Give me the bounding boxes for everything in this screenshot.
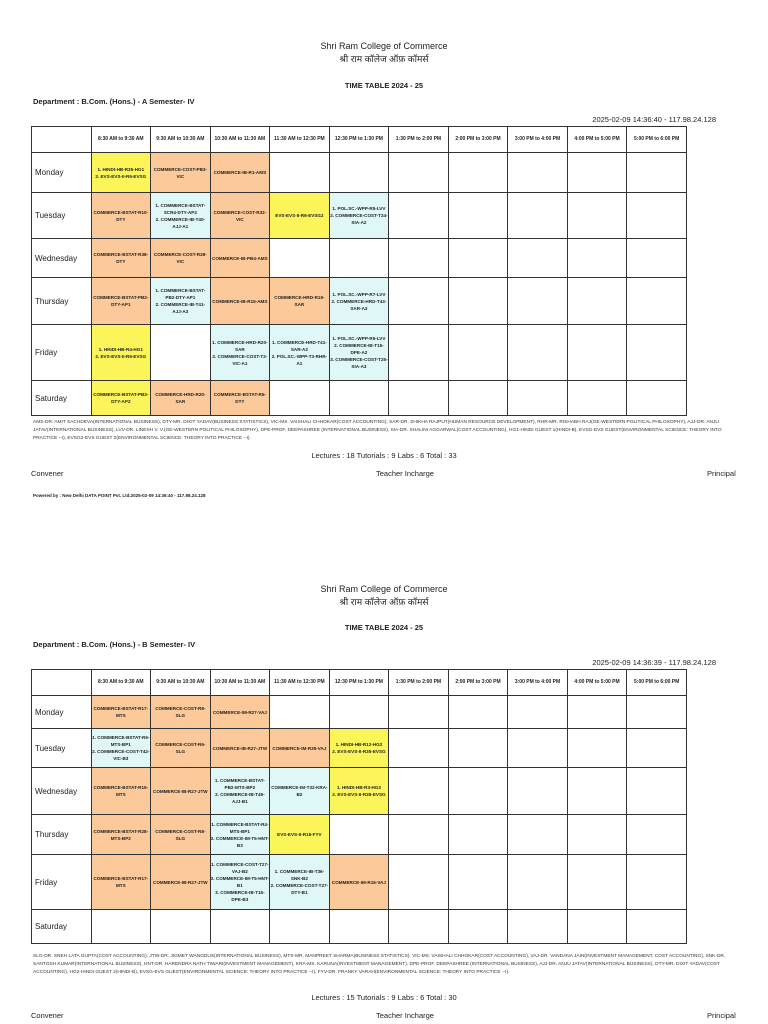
- class-entry: EVS-EVS-II-R16-FYV: [277, 832, 322, 837]
- class-entry: 1. POL.SC.-WPP-R5-LVV: [332, 336, 386, 341]
- timetable-title: TIME TABLE 2024 - 25: [344, 623, 424, 632]
- college-name-english: Shri Ram College of Commerce: [320, 41, 448, 51]
- time-slot-header: 9:30 AM to 10:30 AM: [151, 127, 211, 153]
- class-slot: [270, 855, 330, 910]
- class-slot: [151, 815, 211, 855]
- class-entry: COMMERCE-COST-PB3-VIC: [153, 166, 207, 179]
- class-slot: [567, 193, 627, 239]
- class-slot: [389, 729, 449, 768]
- class-entry: 1. HINDI-HB-R12-HG2: [335, 742, 383, 747]
- class-slot: [508, 910, 568, 944]
- class-slot: [151, 381, 211, 416]
- class-slot: [627, 855, 687, 910]
- class-entry: COMMERCE-HRD-R20-SAR: [155, 392, 206, 404]
- class-entry: COMMERCE-COST-R8-SLG: [155, 706, 206, 718]
- teacher-incharge-label: Teacher Incharge: [376, 469, 434, 478]
- table-row: [32, 193, 687, 239]
- class-entry: COMMERCE-COST-R28-VIC: [153, 252, 207, 264]
- class-slot: [270, 381, 330, 416]
- class-slot: [329, 696, 389, 729]
- class-slot: [508, 381, 568, 416]
- class-slot: [567, 278, 627, 325]
- class-slot: [567, 696, 627, 729]
- class-slot: [210, 239, 270, 278]
- class-entry: COMMERCE-IM-T32-KRA-B2: [271, 785, 328, 797]
- class-entry: 2. COMMERCE-COST-T42-VIC-B3: [92, 749, 150, 761]
- class-slot: [270, 910, 330, 944]
- class-slot: [210, 910, 270, 944]
- class-slot: [270, 153, 330, 193]
- class-entry: COMMERCE-IB-R27-JTW: [153, 788, 208, 794]
- department-label: Department : B.Com. (Hons.) - B Semester- IV: [33, 640, 196, 649]
- table-row: [32, 381, 687, 416]
- class-slot: [508, 193, 568, 239]
- class-slot: [151, 325, 211, 381]
- class-slot: [508, 153, 568, 193]
- class-slot: [448, 910, 508, 944]
- time-slot-header: 8:30 AM to 9:30 AM: [91, 127, 151, 153]
- class-slot: [91, 768, 151, 815]
- class-slot: [91, 729, 151, 768]
- college-name-english: Shri Ram College of Commerce: [320, 584, 448, 594]
- class-slot: [508, 855, 568, 910]
- class-slot: [567, 815, 627, 855]
- class-slot: [389, 193, 449, 239]
- class-entry: 2. COMMERCE-COST-T27-DTY-B1: [270, 883, 329, 895]
- class-entry: COMMERCE-BSTAT-R5-DTY: [213, 392, 266, 404]
- class-slot: [329, 729, 389, 768]
- table-row: [32, 153, 687, 193]
- time-slot-header: 4:00 PM to 5:00 PM: [567, 670, 627, 696]
- class-entry: COMMERCE-BSTAT-PB3-DTY-AP2: [93, 392, 149, 404]
- class-slot: [210, 729, 270, 768]
- class-slot: [270, 193, 330, 239]
- time-slot-header: 11:30 AM to 12:30 PM: [270, 670, 330, 696]
- class-entry: COMMERCE-BSTAT-R10-DTY: [93, 209, 149, 222]
- class-slot: [389, 768, 449, 815]
- day-label: Saturday: [32, 910, 92, 944]
- class-entry: 2. POL.SC.-WPP-T3-RHR-A1: [271, 353, 328, 366]
- table-row: [32, 910, 687, 944]
- class-slot: [508, 325, 568, 381]
- table-row: [32, 855, 687, 910]
- class-entry: COMMERCE-IM-R35-VAJ: [272, 745, 327, 751]
- day-label: Tuesday: [32, 193, 92, 239]
- class-slot: [389, 239, 449, 278]
- class-entry: 2. EVS-EVS-II-R35-EVSG: [332, 792, 386, 797]
- class-slot: [448, 729, 508, 768]
- class-slot: [91, 153, 151, 193]
- class-slot: [567, 855, 627, 910]
- class-slot: [389, 381, 449, 416]
- class-entry: COMMERCE-IB-R27-JTW: [153, 879, 208, 885]
- class-entry: 1. COMMERCE-BSTAT-SCR4-DTY-AP2: [155, 202, 206, 215]
- class-entry: COMMERCE-BSTAT-R38-DTY: [93, 252, 149, 264]
- time-slot-header: 1:30 PM to 2:00 PM: [389, 670, 449, 696]
- class-slot: [270, 696, 330, 729]
- class-slot: [567, 729, 627, 768]
- class-slot: [389, 696, 449, 729]
- class-slot: [627, 381, 687, 416]
- class-slot: [508, 768, 568, 815]
- college-name-hindi: श्री राम कॉलेज ऑफ़ कॉमर्स: [339, 597, 429, 607]
- class-slot: [389, 153, 449, 193]
- day-label: Wednesday: [32, 239, 92, 278]
- class-slot: [91, 855, 151, 910]
- class-slot: [567, 910, 627, 944]
- header-row: [32, 127, 687, 153]
- class-entry: 1. COMMERCE-COST-T27-VAJ-B2: [211, 862, 269, 874]
- class-entry: COMMERCE-BSTAT-R15-MTS: [93, 785, 149, 797]
- class-slot: [448, 696, 508, 729]
- class-slot: [151, 910, 211, 944]
- time-slot-header: 2:00 PM to 3:00 PM: [448, 670, 508, 696]
- table-row: [32, 729, 687, 768]
- principal-label: Principal: [707, 1011, 736, 1020]
- class-entry: COMMERCE-IB-R15-AMS: [212, 298, 268, 304]
- time-slot-header: 1:30 PM to 2:00 PM: [389, 127, 449, 153]
- class-slot: [627, 696, 687, 729]
- class-slot: [567, 325, 627, 381]
- class-slot: [270, 815, 330, 855]
- time-slot-header: 2:00 PM to 3:00 PM: [448, 127, 508, 153]
- class-slot: [210, 768, 270, 815]
- class-slot: [329, 193, 389, 239]
- class-slot: [329, 153, 389, 193]
- class-entry: 2. EVS-EVS-II-R6-EVSG: [95, 173, 147, 179]
- header-row: [32, 670, 687, 696]
- class-entry: 1. POL.SC.-WPP-R7-LVV: [332, 291, 386, 297]
- class-slot: [389, 855, 449, 910]
- class-slot: [448, 153, 508, 193]
- class-entry: 1. HINDI-HB-R35-HG1: [97, 166, 145, 172]
- class-entry: 1. COMMERCE-HRD-T41-SAR-A2: [271, 339, 327, 352]
- class-slot: [627, 278, 687, 325]
- class-entry: 2. COMMERCE-COST-T24-SIA-A2: [330, 213, 388, 225]
- timetable-grid: [31, 126, 687, 416]
- class-entry: COMMERCE-BSTAT-PB2-DTY-AP1: [93, 295, 149, 307]
- time-slot-header: 3:00 PM to 4:00 PM: [508, 127, 568, 153]
- class-entry: COMMERCE-COST-R8-SLG: [155, 828, 206, 841]
- class-slot: [151, 153, 211, 193]
- class-slot: [91, 815, 151, 855]
- class-entry: COMMERCE-IB-R1-AMS: [213, 170, 267, 175]
- class-entry: 2. EVS-EVS-II-R6-EVSG: [95, 353, 147, 359]
- day-label: Friday: [32, 325, 92, 381]
- class-slot: [567, 768, 627, 815]
- class-slot: [627, 815, 687, 855]
- class-slot: [151, 278, 211, 325]
- class-slot: [329, 910, 389, 944]
- class-slot: [508, 729, 568, 768]
- class-slot: [91, 910, 151, 944]
- class-slot: [270, 325, 330, 381]
- class-entry: COMMERCE-IM-R16-VAJ: [331, 879, 386, 885]
- class-entry: COMMERCE-COST-R32-VIC: [213, 209, 267, 222]
- class-slot: [329, 278, 389, 325]
- class-slot: [210, 153, 270, 193]
- class-slot: [627, 239, 687, 278]
- class-entry: 2. EVS-EVS-II-R35-EVSG: [332, 749, 386, 754]
- class-slot: [627, 325, 687, 381]
- table-row: [32, 239, 687, 278]
- class-slot: [91, 325, 151, 381]
- day-label: Wednesday: [32, 768, 92, 815]
- class-entry: 2. COMMERCE-IB-T49-AJJ-B1: [215, 792, 265, 804]
- day-label: Monday: [32, 696, 92, 729]
- class-slot: [151, 193, 211, 239]
- class-slot: [567, 153, 627, 193]
- time-slot-header: 12:30 PM to 1:30 PM: [329, 670, 389, 696]
- class-slot: [627, 729, 687, 768]
- timetable-grid: [31, 669, 687, 944]
- class-slot: [329, 768, 389, 815]
- class-slot: [329, 239, 389, 278]
- powered-by-footer: Powered by : New Delhi DATA POINT Pvt. Ltd.2025-02-09 14:36:40 - 117.98.24.128: [33, 493, 206, 498]
- class-entry: 1. HINDI-HB-R3-HG2: [336, 785, 381, 790]
- class-entry: COMMERCE-IM-R27-VAJ: [212, 709, 267, 715]
- table-row: [32, 815, 687, 855]
- class-entry: 2. COMMERCE-IM-T5-HNT-B1: [210, 876, 269, 888]
- class-slot: [151, 855, 211, 910]
- class-slot: [329, 381, 389, 416]
- table-row: [32, 325, 687, 381]
- class-entry: 1. COMMERCE-BSTAT-R4-MTS-BP1: [211, 821, 269, 834]
- class-entry: 2. COMMERCE-COST-T2-VIC-A1: [212, 353, 268, 366]
- day-label: Saturday: [32, 381, 92, 416]
- class-entry: COMMERCE-COST-R6-SLG: [155, 742, 206, 754]
- class-entry: COMMERCE-BSTAT-R17-MTS: [93, 706, 149, 718]
- teacher-incharge-label: Teacher Incharge: [376, 1011, 434, 1020]
- class-slot: [448, 381, 508, 416]
- class-slot: [508, 239, 568, 278]
- class-slot: [389, 325, 449, 381]
- time-slot-header: 5:00 PM to 6:00 PM: [627, 670, 687, 696]
- class-entry: COMMERCE-HRD-R19-SAR: [274, 295, 325, 307]
- generated-timestamp: 2025-02-09 14:36:40 - 117.98.24.128: [592, 115, 716, 124]
- day-label: Thursday: [32, 278, 92, 325]
- class-slot: [329, 325, 389, 381]
- class-entry: 2. COMMERCE-HRD-T43-SAR-A3: [331, 298, 387, 311]
- class-slot: [210, 325, 270, 381]
- class-slot: [270, 278, 330, 325]
- class-slot: [389, 910, 449, 944]
- class-slot: [270, 768, 330, 815]
- class-slot: [627, 910, 687, 944]
- class-slot: [508, 278, 568, 325]
- time-slot-header: 11:30 AM to 12:30 PM: [270, 127, 330, 153]
- class-entry: 2. COMMERCE-IB-T41-AJJ-A3: [155, 302, 206, 314]
- class-slot: [448, 815, 508, 855]
- class-slot: [448, 855, 508, 910]
- class-slot: [329, 855, 389, 910]
- class-slot: [627, 768, 687, 815]
- college-name-hindi: श्री राम कॉलेज ऑफ़ कॉमर्स: [339, 54, 429, 64]
- lecture-summary: Lectures : 18 Tutorials : 9 Labs : 6 Total : 33: [311, 451, 457, 460]
- time-slot-header: [32, 127, 92, 153]
- class-entry: 3. COMMERCE-IB-T15-DPE-B3: [215, 890, 265, 902]
- class-slot: [329, 815, 389, 855]
- class-entry: 1. COMMERCE-HRD-R20-SAR: [212, 339, 268, 352]
- class-entry: COMMERCE-BSTAT-R17-MTS: [93, 876, 149, 888]
- class-slot: [508, 815, 568, 855]
- class-slot: [91, 193, 151, 239]
- lecture-summary: Lectures : 15 Tutorials : 9 Labs : 6 Total : 30: [311, 993, 457, 1002]
- class-slot: [210, 278, 270, 325]
- class-entry: 2. COMMERCE-IM-T5-HNT-B3: [210, 835, 269, 848]
- class-slot: [151, 696, 211, 729]
- time-slot-header: 12:30 PM to 1:30 PM: [329, 127, 389, 153]
- convener-label: Convener: [31, 469, 64, 478]
- time-slot-header: 8:30 AM to 9:30 AM: [91, 670, 151, 696]
- class-slot: [567, 239, 627, 278]
- class-slot: [91, 696, 151, 729]
- class-entry: COMMERCE-IB-PB4-AMS: [212, 255, 268, 261]
- convener-label: Convener: [31, 1011, 64, 1020]
- class-slot: [210, 193, 270, 239]
- class-entry: 3. COMMERCE-COST-T25-SIA-A3: [330, 357, 388, 369]
- time-slot-header: 10:30 AM to 11:30 AM: [210, 670, 270, 696]
- class-slot: [448, 325, 508, 381]
- day-label: Monday: [32, 153, 92, 193]
- class-slot: [210, 815, 270, 855]
- timetable-title: TIME TABLE 2024 - 25: [344, 81, 424, 90]
- time-slot-header: 10:30 AM to 11:30 AM: [210, 127, 270, 153]
- faculty-legend: SLG-DR. SNEH LATA GUPTA(COST ACCOUNTING), JTW-DR. JIGMET WANGDUS(INTERNATIONAL BUSINESS), MTS-MR. MANPREET SHARMA(BUSINESS STATISTICS), VIC-MS. VAISHALI CHHOKAR(COST ACCOUNTING), VAJ-DR. VANDANA JAIN(INVESTMENT MANAGEMENT, COST ACCOUNTING), SNK-DR. SANTOSH KUMAR(INTERNATIONAL BUSINESS), HNT-DR. HARENDRA NATH TIWARI(INVESTMENT MANAGEMENT), KRA-MS. KARUNA(INVESTMENT MANAGEMENT), DPE-PROF. DEEPASHREE (INTERNATIONAL BUSINESS), AJJ-DR. ANJU JATAV(INTERNATIONAL BUSINESS), DTY-MR. DIXIT YADAV(COST ACCOUNTING), HG2-HINDI GUEST 2(HINDI-B), EVSG-EVS GUEST(ENVIRONMENTAL SCIENCE: THEORY INTO PRACTICE --I), FYV-DR. FRANKY VARAH(ENVIRONMENTAL SCIENCE: THEORY INTO PRACTICE --I).: [33, 954, 726, 975]
- table-row: [32, 278, 687, 325]
- class-entry: 1. COMMERCE-BSTAT-R6-MTS-BP1: [92, 735, 150, 747]
- generated-timestamp: 2025-02-09 14:36:39 - 117.98.24.128: [592, 658, 716, 667]
- class-entry: EVS-EVS-II-R6-EVSG2: [275, 213, 324, 218]
- class-slot: [627, 193, 687, 239]
- class-slot: [448, 239, 508, 278]
- class-slot: [448, 768, 508, 815]
- class-slot: [91, 239, 151, 278]
- table-row: [32, 696, 687, 729]
- day-label: Tuesday: [32, 729, 92, 768]
- class-entry: 1. COMMERCE-BSTAT-PB2-MTS-BP2: [214, 778, 265, 790]
- class-slot: [270, 239, 330, 278]
- department-label: Department : B.Com. (Hons.) - A Semester- IV: [33, 97, 195, 106]
- class-entry: 1. HINDI-HB-R4-HG1: [98, 346, 143, 352]
- class-slot: [448, 278, 508, 325]
- day-label: Thursday: [32, 815, 92, 855]
- class-entry: COMMERCE-IB-R27-JTW: [212, 745, 268, 751]
- class-slot: [151, 239, 211, 278]
- class-slot: [151, 768, 211, 815]
- class-slot: [270, 729, 330, 768]
- time-slot-header: 4:00 PM to 5:00 PM: [567, 127, 627, 153]
- class-slot: [91, 278, 151, 325]
- class-entry: 1. COMMERCE-BSTAT-PB2-DTY-AP1: [155, 288, 206, 300]
- table-row: [32, 768, 687, 815]
- class-entry: 1. POL.SC.-WPP-R5-LVV: [332, 206, 386, 211]
- time-slot-header: 9:30 AM to 10:30 AM: [151, 670, 211, 696]
- class-entry: 2. COMMERCE-IB-T40-AJJ-A1: [155, 216, 206, 229]
- class-slot: [389, 278, 449, 325]
- class-slot: [448, 193, 508, 239]
- time-slot-header: 5:00 PM to 6:00 PM: [627, 127, 687, 153]
- class-slot: [210, 381, 270, 416]
- class-entry: COMMERCE-BSTAT-R28-MTS-BP2: [93, 828, 149, 841]
- class-slot: [567, 381, 627, 416]
- class-slot: [151, 729, 211, 768]
- class-slot: [210, 855, 270, 910]
- class-slot: [210, 696, 270, 729]
- time-slot-header: 3:00 PM to 4:00 PM: [508, 670, 568, 696]
- principal-label: Principal: [707, 469, 736, 478]
- class-slot: [91, 381, 151, 416]
- class-slot: [508, 696, 568, 729]
- class-entry: 2. COMMERCE-IB-T15-DPE-A2: [334, 343, 384, 355]
- class-slot: [389, 815, 449, 855]
- day-label: Friday: [32, 855, 92, 910]
- faculty-legend: AMS-DR. AMIT SACHDEVA(INTERNATIONAL BUSINESS), DTY-MR. DIXIT YADAV(BUSINESS STATISTICS), VIC-MS. VAISHALI CHHOKAR(COST ACCOUNTING), SAR-DR. SHIKHA RAJPUT(HUMAN RESOURCE DEVELOPMENT), RHR-MR. RISHABH RAJ(GE-WESTERN POLITICAL PHILOSOPHY), AJJ-DR. ANJU JATAV(INTERNATIONAL BUSINESS), LVV-DR. LINESH V. V.(GE-WESTERN POLITICAL PHILOSOPHY), DPE-PROF. DEEPASHREE (INTERNATIONAL BUSINESS), SIA-DR. SHALINI AGGARWAL(COST ACCOUNTING), HG1-HINDI GUEST 1(HINDI-B), EVSG-EVS GUEST(ENVIRONMENTAL SCIENCE: THEORY INTO PRACTICE --I), EVSG2-EVS GUEST 2(ENVIRONMENTAL SCIENCE: THEORY INTO PRACTICE --I).: [33, 420, 722, 441]
- class-slot: [627, 153, 687, 193]
- class-entry: 1. COMMERCE-IB-T36-SNK-B2: [274, 869, 325, 881]
- time-slot-header: [32, 670, 92, 696]
